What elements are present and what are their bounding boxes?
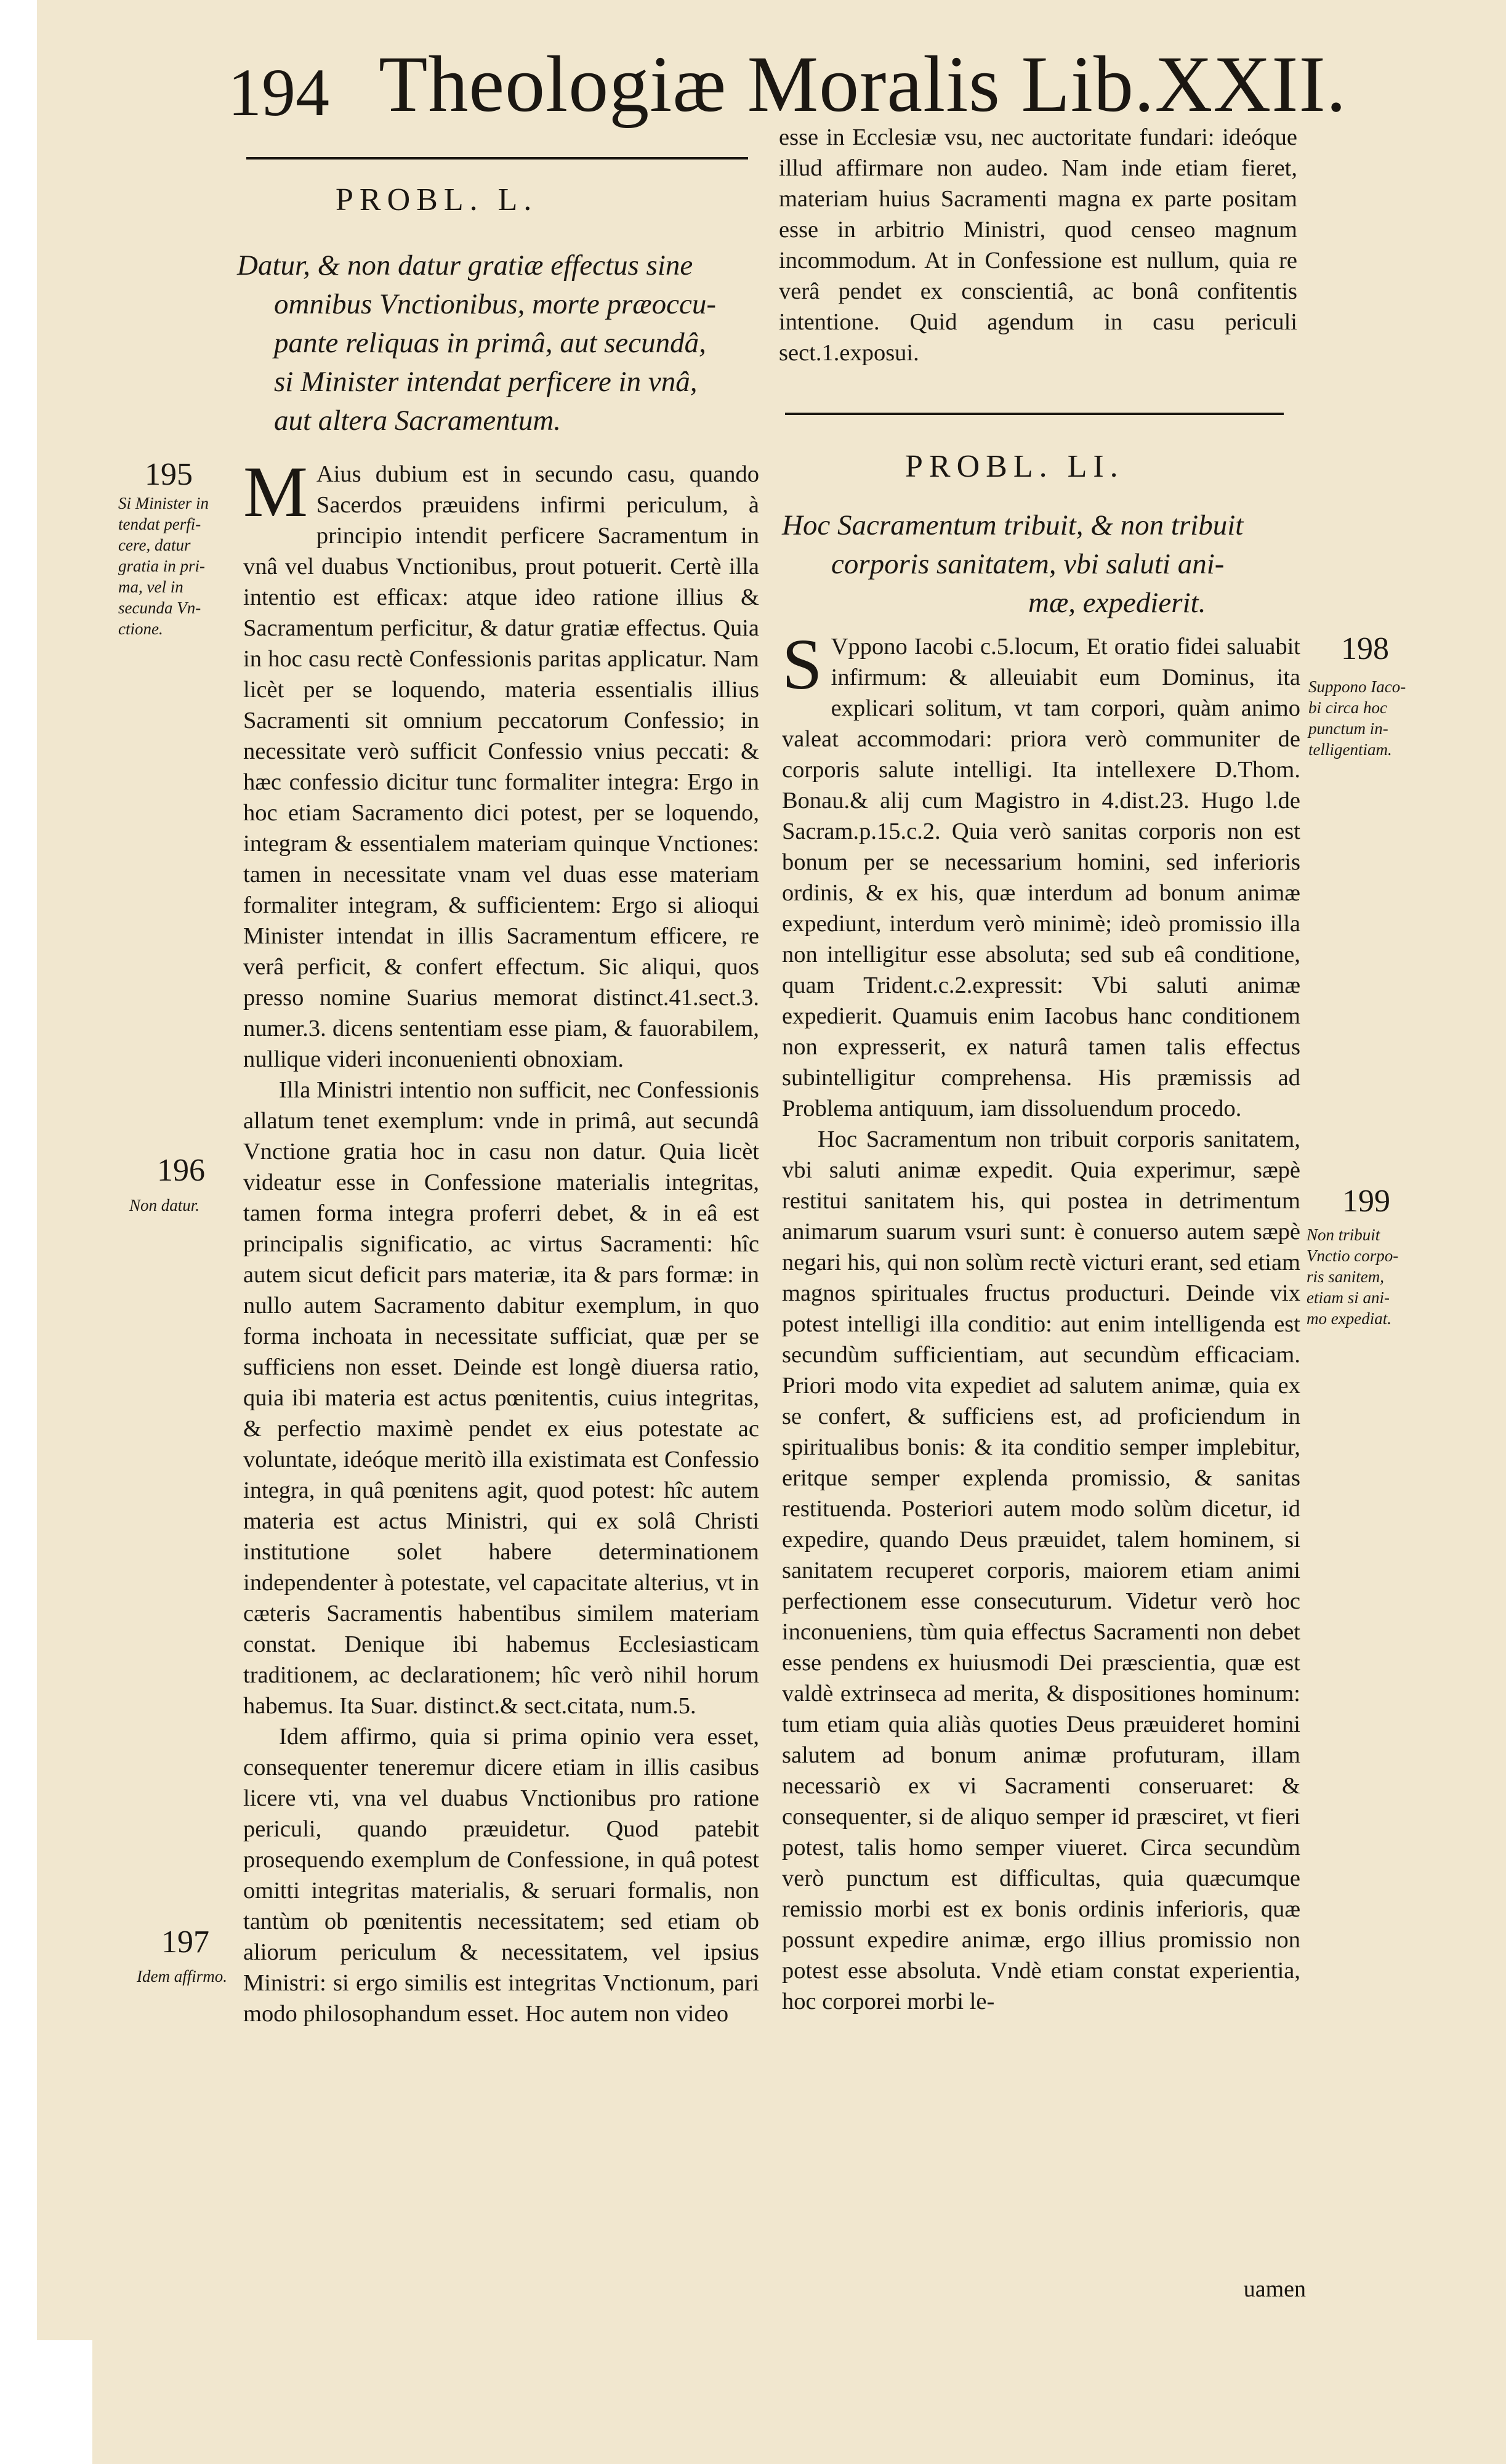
catchword: uamen bbox=[1243, 2276, 1306, 2302]
subtitle-line: Datur, & non datur gratiæ effectus sine bbox=[237, 249, 693, 281]
margin-number: 195 bbox=[145, 457, 193, 492]
scan-border-left bbox=[0, 0, 37, 2464]
left-top-rule bbox=[246, 157, 748, 160]
right-column-text bbox=[782, 624, 1300, 2017]
left-column-text bbox=[243, 451, 759, 2029]
subtitle-line: Hoc Sacramentum tribuit, & non tribuit bbox=[782, 509, 1244, 541]
subtitle-line: pante reliquas in primâ, aut secundâ, bbox=[274, 327, 706, 359]
subtitle-line: si Minister intendat perficere in vnâ, bbox=[274, 366, 698, 398]
margin-note: Si Minister in tendat perfi- cere, datur gratia in pri- ma, vel in secunda Vn- ctione. bbox=[118, 494, 209, 638]
left-problem-heading: PROBL. L. bbox=[336, 182, 538, 217]
right-problem-subtitle bbox=[782, 506, 1299, 623]
paragraph-196: Illa Ministri intentio non sufficit, nec Confessionis allatum tenet exemplum: vnde in primâ, aut secundâ Vnctione gratia hoc in casu non datur. Quia licèt videatur esse in Confessione materialis integritas, tamen forma integra proferri debet, & in eâ est principalis significatio, ac virtus Sacramenti: hîc autem sicut deficit pars materiæ, ita & pars formæ: in nullo autem Sacramento dabitur exemplum, in quo forma inchoata in necessitate sufficiat, quæ per se sufficiens non esset. Deinde est longè diuersa ratio, quia ibi materia est actus pœnitentis, cuius integritas, & perfectio maximè pendet ex eius potestate ac voluntate, ideóque meritò illa existimata est Confessio integra, in quâ pœnitens agit, quod potest: hîc autem materia est actus Ministri, qui ex solâ Christi institutione solet habere determinationem independenter à potestate, vel capacitate alterius, vt in cæteris Sacramentis habentibus similem materiam constat. Denique ibi habemus Ecclesiasticam traditionem, ac declarationem; hîc verò nihil horum habemus. Ita Suar. distinct.& sect.citata, num.5. bbox=[243, 1077, 759, 1719]
page-number: 194 bbox=[228, 55, 329, 130]
margin-number: 196 bbox=[157, 1153, 205, 1188]
paragraph-199: Hoc Sacramentum non tribuit corporis sanitatem, vbi saluti animæ expedit. Quia experimur, sæpè restitui sanitatem his, qui postea in detrimentum animarum suarum vsuri sunt: è conuerso autem sæpè negari his, qui non solùm rectè victuri erant, sed etiam magnos spirituales fructus producturi. Deinde vix potest intelligi illa conditio: aut enim intelligenda est secundùm sufficientiam, aut secundùm efficaciam. Priori modo vita expediet ad salutem animæ, quia ex se confert, & sufficiens est, ad proficiendum in spiritualibus bonis: & ita conditio semper implebitur, eritque semper explenda promissio, & sanitas restituenda. Posteriori autem modo solùm dicetur, id expedire, quando Deus præuidet, talem hominem, si sanitatem recuperet corporis, maiorem etiam animi perfectionem esse consecuturum. Videtur verò hoc inconueniens, tùm quia effectus Sacramenti non debet esse pendens ex huiusmodi Dei præscientia, quæ est valdè extrinseca ad merita, & dispositiones hominum: tum etiam quia aliàs quoties Deus præuideret homini salutem ad bonum animæ profuturam, illam necessariò ex vi Sacramenti conseruaret: & consequenter, si de aliquo semper id præsciret, vt fieri potest, talis homo semper viueret. Circa secundùm verò punctum est difficultas, quia quæcumque remissio morbi est ex bonis ordinis inferioris, quæ possunt expedire animæ, ergo illius promissio non potest esse absoluta. Vndè etiam constat experientia, hoc corporei morbi le- bbox=[782, 1126, 1300, 2014]
paragraph-197: Idem affirmo, quia si prima opinio vera esset, consequenter teneremur dicere etiam in illis casibus licere vti, vna vel duabus Vnctionibus pro ratione periculi, quando præuidetur. Quod patebit prosequendo exemplum de Confessione, in quâ potest omitti integritas materialis, & seruari formalis, non tantùm ob pœnitentis necessitatem; sed etiam ob aliorum periculum & necessitatem, vel ipsius Ministri: si ergo similis est integritas Vnctionum, pari modo philosophandum esset. Hoc autem non video bbox=[243, 1724, 759, 2027]
margin-note: Idem affirmo. bbox=[137, 1967, 227, 1985]
right-top-rule bbox=[785, 413, 1284, 415]
paragraph-continuation: esse in Ecclesiæ vsu, nec auctoritate fundari: ideóque illud affirmare non audeo. Nam inde etiam fieret, materiam huius Sacramenti magna ex parte positam esse in arbitrio Ministri, quod censeo magnum incommodum. At in Confessione est nullum, quia re verâ pendet ex conscientiâ, ac bonâ confitentis intentione. Quid agendum in casu periculi sect.1.exposui. bbox=[779, 124, 1297, 366]
subtitle-line: mæ, expedierit. bbox=[1028, 587, 1206, 619]
drop-cap-initial: S bbox=[782, 624, 823, 705]
running-title: Theologiæ Moralis Lib.XXII. bbox=[379, 40, 1347, 129]
left-problem-subtitle bbox=[237, 246, 748, 440]
subtitle-line: aut altera Sacramentum. bbox=[274, 405, 562, 437]
subtitle-line: corporis sanitatem, vbi saluti ani- bbox=[831, 548, 1225, 580]
margin-note: Non tribuit Vnctio corpo- ris sanitem, etiam si ani- mo expediat. bbox=[1307, 1226, 1399, 1328]
drop-cap-initial: M bbox=[243, 451, 308, 532]
margin-note: Non datur. bbox=[129, 1196, 200, 1214]
right-continuation-text bbox=[779, 122, 1297, 368]
right-problem-heading: PROBL. LI. bbox=[905, 449, 1124, 484]
scan-border-corner bbox=[0, 2340, 92, 2464]
subtitle-line: omnibus Vnctionibus, morte præoccu- bbox=[274, 288, 716, 320]
paragraph-198: S Vppono Iacobi c.5.locum, Et oratio fidei saluabit infirmum: & alleuiabit eum Dominus, ita explicari solitum, vt tam corpori, quàm animo valeat accommodari: priora verò communiter de corporis salute intelligi. Ita intellexere D.Thom. Bonau.& alij cum Magistro in 4.dist.23. Hugo l.de Sacram.p.15.c.2. Quia verò sanitas corporis non est bonum per se necessarium homini, sed inferioris ordinis, & ex his, quæ interdum ad bonum animæ expediunt, interdum verò minimè; ideò promissio illa non intelligitur esse absoluta; sed sub eâ conditione, quam Trident.c.2.expressit: Vbi saluti animæ expedierit. Quamuis enim Iacobus hanc conditionem non expresserit, ex naturâ tamen talis effectus subintelligitur comprehensa. His præmissis ad Problema antiquum, iam dissoluendum procedo. bbox=[782, 624, 1300, 1121]
margin-note: Suppono Iaco- bi circa hoc punctum in- telligentiam. bbox=[1308, 677, 1406, 759]
paragraph-195: M Aius dubium est in secundo casu, quando Sacerdos præuidens infirmi periculum, à principio intendit perficere Sacramentum in vnâ vel duabus Vnctionibus, prout potuerit. Certè illa intentio est efficax: atque ideo ratione illius & Sacramentum perficitur, & datur gratiæ effectus. Quia in hoc casu rectè Confessionis paritas applicatur. Nam licèt per se loquendo, materia essentialis illius Sacramenti sit omnium peccatorum Confessio; in necessitate verò sufficit Confessio vnius peccati: & hæc confessio dicitur tunc formaliter integra: Ergo in hoc etiam Sacramento dici potest, per se loquendo, integram & essentialem materiam quinque Vnctiones: tamen in necessitate vnam vel duas esse materiam formaliter integram, & sufficientem: Ergo si alioqui Minister intendat in illis Sacramentum efficere, re verâ perficit, & confert effectum. Sic aliqui, quos presso nomine Suarius memorat distinct.41.sect.3. numer.3. dicens sententiam esse piam, & fauorabilem, nullique videri inconuenienti obnoxiam. bbox=[243, 451, 759, 1072]
margin-number: 198 bbox=[1341, 631, 1389, 666]
margin-number: 197 bbox=[161, 1925, 209, 1960]
margin-number: 199 bbox=[1342, 1184, 1390, 1219]
